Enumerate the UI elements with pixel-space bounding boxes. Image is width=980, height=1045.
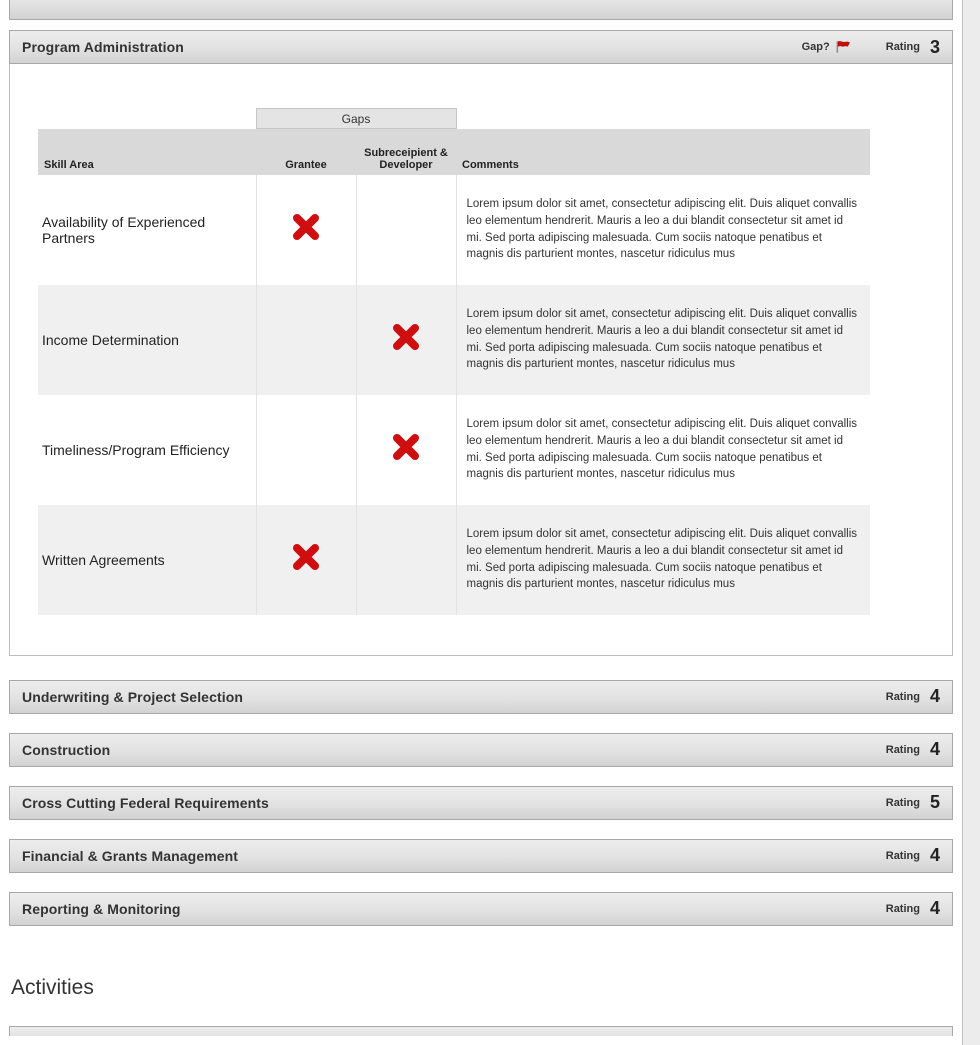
gap-label: Gap? bbox=[801, 41, 830, 53]
rating-value: 3 bbox=[929, 36, 940, 57]
gaps-table bbox=[38, 108, 870, 615]
rating-label: Rating bbox=[885, 743, 920, 756]
partial-section-bar-bottom[interactable] bbox=[9, 1026, 953, 1036]
subrecipient-gap-cell bbox=[356, 505, 456, 615]
comment-cell: Lorem ipsum dolor sit amet, consectetur adipiscing elit. Duis aliquet convallis leo elementum hendrerit. Mauris a leo a dui blandit consectetur sit amet id mi. Sed porta adipiscing malesuada. Cum sociis natoque penatibus et magnis dis parturient montes, nascetur ridiculus mus bbox=[466, 418, 858, 481]
section-header-right bbox=[886, 792, 940, 813]
rating-value: 4 bbox=[929, 739, 940, 759]
gap-x-icon bbox=[390, 321, 422, 353]
subrecipient-gap-cell bbox=[356, 395, 456, 505]
rating-value: 5 bbox=[929, 792, 940, 812]
section-header-cross-cutting[interactable] bbox=[9, 786, 953, 820]
subrecipient-gap-cell bbox=[356, 175, 456, 285]
gaps-span-row bbox=[38, 109, 870, 129]
table-header-row bbox=[38, 129, 870, 175]
grantee-gap-cell bbox=[256, 505, 356, 615]
partial-section-bar-top[interactable] bbox=[9, 0, 953, 20]
gap-x-icon bbox=[290, 211, 322, 243]
section-program-administration bbox=[9, 30, 953, 656]
gap-x-icon bbox=[390, 431, 422, 463]
spacer bbox=[9, 20, 953, 30]
activities-heading: Activities bbox=[11, 975, 94, 999]
skill-area-cell: Income Determination bbox=[38, 285, 256, 395]
table-row bbox=[38, 285, 870, 395]
section-header-right bbox=[886, 686, 940, 707]
section-header-right bbox=[886, 845, 940, 866]
rating-value: 4 bbox=[929, 686, 940, 706]
rating-label: Rating bbox=[885, 690, 920, 703]
gaps-group-header: Gaps bbox=[256, 109, 456, 129]
rating-label: Rating bbox=[885, 849, 920, 862]
section-header-financial-grants[interactable] bbox=[9, 839, 953, 873]
grantee-gap-cell bbox=[256, 175, 356, 285]
section-title: Reporting & Monitoring bbox=[22, 900, 181, 917]
rating-value: 4 bbox=[929, 898, 940, 918]
spacer bbox=[9, 714, 953, 733]
col-header-grantee: Grantee bbox=[256, 129, 356, 175]
red-flag-icon bbox=[835, 40, 852, 54]
rating-label: Rating bbox=[885, 41, 920, 53]
section-header-right bbox=[886, 898, 940, 919]
gap-indicator bbox=[802, 40, 852, 54]
spacer bbox=[9, 767, 953, 786]
rating-value: 4 bbox=[929, 845, 940, 865]
skill-area-cell: Availability of Experienced Partners bbox=[42, 213, 206, 246]
section-title: Underwriting & Project Selection bbox=[22, 688, 244, 705]
program-administration-panel bbox=[9, 64, 953, 656]
spacer bbox=[9, 820, 953, 839]
section-title: Cross Cutting Federal Requirements bbox=[22, 794, 269, 811]
skill-area-cell: Written Agreements bbox=[38, 505, 256, 615]
empty-cell bbox=[38, 109, 256, 129]
grantee-gap-cell bbox=[256, 395, 356, 505]
section-title: Construction bbox=[22, 741, 111, 758]
comment-cell: Lorem ipsum dolor sit amet, consectetur adipiscing elit. Duis aliquet convallis leo elementum hendrerit. Mauris a leo a dui blandit consectetur sit amet id mi. Sed porta adipiscing malesuada. Cum sociis natoque penatibus et magnis dis parturient montes, nascetur ridiculus mus bbox=[456, 505, 870, 615]
section-title: Financial & Grants Management bbox=[22, 847, 239, 864]
gap-x-icon bbox=[290, 541, 322, 573]
empty-cell bbox=[456, 109, 870, 129]
skill-area-cell: Timeliness/Program Efficiency bbox=[42, 441, 230, 458]
table-row bbox=[38, 175, 870, 285]
section-header-reporting-monitoring[interactable] bbox=[9, 892, 953, 926]
comment-cell: Lorem ipsum dolor sit amet, consectetur adipiscing elit. Duis aliquet convallis leo elementum hendrerit. Mauris a leo a dui blandit consectetur sit amet id mi. Sed porta adipiscing malesuada. Cum sociis natoque penatibus et magnis dis parturient montes, nascetur ridiculus mus bbox=[456, 285, 870, 395]
table-row bbox=[38, 505, 870, 615]
section-header-right bbox=[886, 739, 940, 760]
grantee-gap-cell bbox=[256, 285, 356, 395]
section-header-underwriting[interactable] bbox=[9, 680, 953, 714]
col-header-skill-area: Skill Area bbox=[38, 129, 256, 175]
section-header-right bbox=[802, 37, 940, 58]
section-header-program-administration[interactable] bbox=[9, 30, 953, 64]
rating-label: Rating bbox=[885, 902, 920, 915]
section-title: Program Administration bbox=[22, 39, 184, 55]
rating-label: Rating bbox=[885, 796, 920, 809]
section-header-construction[interactable] bbox=[9, 733, 953, 767]
col-header-comments: Comments bbox=[456, 129, 870, 175]
col-header-subrecipient-developer: Subreceipient & Developer bbox=[356, 129, 456, 175]
subrecipient-gap-cell bbox=[356, 285, 456, 395]
spacer bbox=[9, 656, 953, 680]
comment-cell: Lorem ipsum dolor sit amet, consectetur adipiscing elit. Duis aliquet convallis leo elementum hendrerit. Mauris a leo a dui blandit consectetur sit amet id mi. Sed porta adipiscing malesuada. Cum sociis natoque penatibus et magnis dis parturient montes, nascetur ridiculus mus bbox=[466, 198, 858, 261]
table-row bbox=[38, 395, 870, 505]
spacer bbox=[9, 873, 953, 892]
